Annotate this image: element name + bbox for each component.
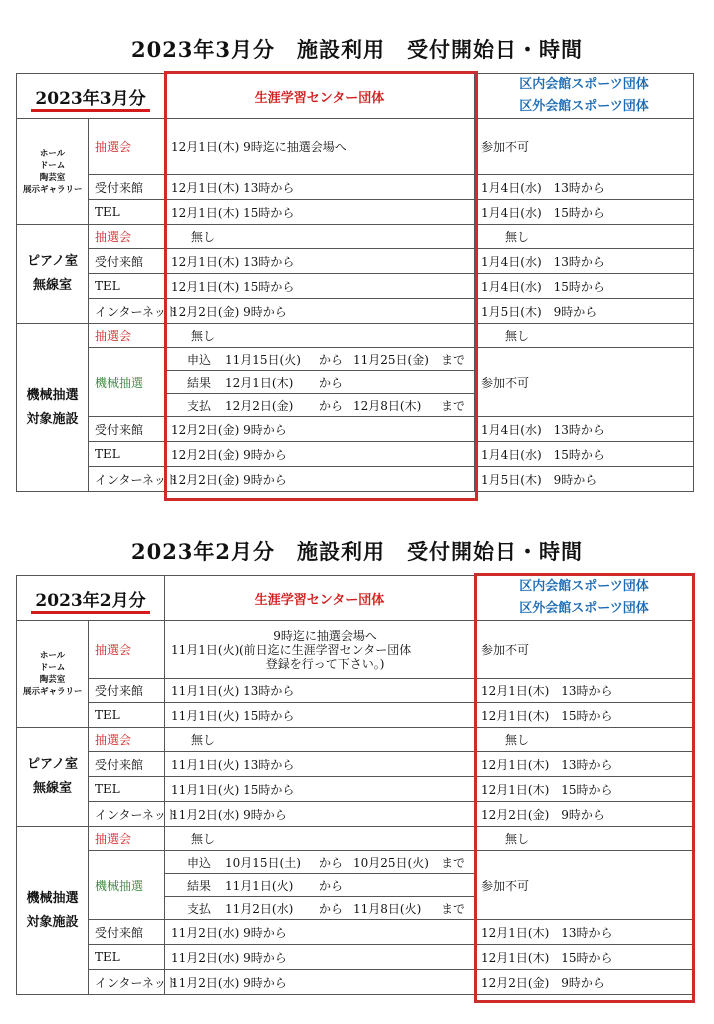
method-label: インターネット [89, 970, 165, 995]
table-row [17, 802, 694, 827]
method-label: 受付来館 [89, 920, 165, 945]
result-date: 結果 11月1日(火) から [165, 873, 474, 896]
lottery-note: 9時迄に抽選会場へ (前日迄に生涯学習センター団体 登録を行って下さい。) [239, 628, 412, 671]
method-label: 抽選会 [89, 621, 165, 679]
district-cell: 1月5日(木) 9時から [475, 467, 694, 492]
district-group-header: 区内会館スポーツ団体 区外会館スポーツ団体 [475, 576, 694, 621]
district-cell: 12月1日(木) 15時から [475, 703, 694, 728]
method-label: インターネット [89, 802, 165, 827]
center-cell: 11月2日(水) 9時から [165, 970, 475, 995]
table-row [17, 703, 694, 728]
district-cell: 12月2日(金) 9時から [475, 802, 694, 827]
method-label: TEL [89, 200, 165, 225]
table-row [17, 200, 694, 225]
table-row [17, 442, 694, 467]
method-label: TEL [89, 274, 165, 299]
method-label: 抽選会 [89, 225, 165, 249]
method-label: TEL [89, 777, 165, 802]
center-cell: 12月1日(木) 9時迄に抽選会場へ [165, 119, 475, 175]
district-cell: 1月4日(水) 15時から [475, 200, 694, 225]
center-cell: 12月1日(木) 15時から [165, 200, 475, 225]
method-label: 受付来館 [89, 249, 165, 274]
apply-period: 申込 11月15日(火) から 11月25日(金) まで [187, 352, 466, 367]
table-row [17, 970, 694, 995]
method-label: TEL [89, 703, 165, 728]
center-cell: 11月2日(水) 9時から [165, 945, 475, 970]
district-cell: 無し [475, 225, 694, 249]
district-cell: 1月4日(水) 13時から [475, 417, 694, 442]
center-cell: 11月1日(火) 13時から [165, 752, 475, 777]
section-title-march: 2023年3月分 施設利用 受付開始日・時間 [130, 37, 584, 62]
district-cell: 12月1日(木) 15時から [475, 945, 694, 970]
center-cell: 12月2日(金) 9時から [165, 442, 475, 467]
machine-lottery-schedule [165, 851, 475, 920]
center-cell: 11月2日(水) 9時から [165, 802, 475, 827]
center-cell: 12月1日(木) 13時から [165, 249, 475, 274]
center-group-header: 生涯学習センター団体 [165, 576, 475, 621]
district-cell: 参加不可 [475, 851, 694, 920]
district-cell: 無し [475, 728, 694, 752]
district-cell: 12月1日(木) 15時から [475, 777, 694, 802]
table-row [17, 324, 694, 348]
table-row [17, 920, 694, 945]
month-label: 2023年2月分 [17, 576, 165, 621]
method-label: インターネット [89, 467, 165, 492]
method-label: 受付来館 [89, 175, 165, 200]
table-row [17, 945, 694, 970]
district-cell: 1月4日(水) 13時から [475, 175, 694, 200]
district-cell: 参加不可 [475, 348, 694, 417]
table-row [17, 467, 694, 492]
facility-machine-lottery: 機械抽選 対象施設 [17, 827, 89, 995]
method-label: 抽選会 [89, 119, 165, 175]
apply-period: 申込 10月15日(土) から 10月25日(火) まで [187, 855, 466, 870]
district-cell: 1月4日(水) 13時から [475, 249, 694, 274]
table-row [17, 299, 694, 324]
result-date: 結果 12月1日(木) から [165, 370, 474, 393]
table-row [17, 851, 694, 920]
district-cell: 1月4日(水) 15時から [475, 442, 694, 467]
table-row [17, 417, 694, 442]
method-label: TEL [89, 945, 165, 970]
facility-hall-dome: ホール ドーム 陶芸室 展示ギャラリー [17, 119, 89, 225]
schedule-table-march [16, 73, 694, 492]
table-row [17, 119, 694, 175]
district-cell: 12月2日(金) 9時から [475, 970, 694, 995]
center-cell [165, 621, 475, 679]
center-cell: 12月2日(金) 9時から [165, 467, 475, 492]
center-cell: 11月1日(火) 13時から [165, 679, 475, 703]
center-cell: 無し [165, 324, 475, 348]
table-row [17, 777, 694, 802]
section-title-february: 2023年2月分 施設利用 受付開始日・時間 [130, 539, 584, 564]
center-group-header: 生涯学習センター団体 [165, 74, 475, 119]
machine-lottery-schedule [165, 348, 475, 417]
district-cell: 1月5日(木) 9時から [475, 299, 694, 324]
table-row [17, 728, 694, 752]
facility-piano-radio: ピアノ室 無線室 [17, 225, 89, 324]
method-label: 機械抽選 [89, 851, 165, 920]
payment-period: 支払 12月2日(金) から 12月8日(木) まで [165, 393, 474, 416]
center-cell: 11月1日(火) 15時から [165, 777, 475, 802]
center-cell: 11月1日(火) 15時から [165, 703, 475, 728]
center-cell: 無し [165, 225, 475, 249]
district-cell: 12月1日(木) 13時から [475, 920, 694, 945]
center-cell: 12月1日(木) 13時から [165, 175, 475, 200]
center-cell: 無し [165, 728, 475, 752]
schedule-table-february [16, 575, 694, 995]
method-label: 機械抽選 [89, 348, 165, 417]
table-row [17, 679, 694, 703]
method-label: 受付来館 [89, 752, 165, 777]
facility-machine-lottery: 機械抽選 対象施設 [17, 324, 89, 492]
center-cell: 12月2日(金) 9時から [165, 299, 475, 324]
facility-hall-dome: ホール ドーム 陶芸室 展示ギャラリー [17, 621, 89, 728]
table-header-row [17, 576, 694, 621]
facility-piano-radio: ピアノ室 無線室 [17, 728, 89, 827]
table-row [17, 621, 694, 679]
table-row [17, 175, 694, 200]
table-row [17, 225, 694, 249]
method-label: TEL [89, 442, 165, 467]
district-cell: 12月1日(木) 13時から [475, 752, 694, 777]
method-label: 受付来館 [89, 679, 165, 703]
method-label: 受付来館 [89, 417, 165, 442]
payment-period: 支払 11月2日(水) から 11月8日(火) まで [165, 896, 474, 919]
center-cell: 12月1日(木) 15時から [165, 274, 475, 299]
method-label: 抽選会 [89, 728, 165, 752]
lottery-date: 11月1日(火) [171, 643, 240, 657]
table-row [17, 827, 694, 851]
district-cell: 1月4日(水) 15時から [475, 274, 694, 299]
method-label: 抽選会 [89, 827, 165, 851]
district-cell: 無し [475, 324, 694, 348]
table-row [17, 274, 694, 299]
center-cell: 12月2日(金) 9時から [165, 417, 475, 442]
table-row [17, 752, 694, 777]
method-label: 抽選会 [89, 324, 165, 348]
district-cell: 参加不可 [475, 621, 694, 679]
table-row [17, 348, 694, 417]
center-cell: 無し [165, 827, 475, 851]
district-cell: 12月1日(木) 13時から [475, 679, 694, 703]
district-group-header: 区内会館スポーツ団体 区外会館スポーツ団体 [475, 74, 694, 119]
district-cell: 無し [475, 827, 694, 851]
month-label: 2023年3月分 [17, 74, 165, 119]
table-header-row [17, 74, 694, 119]
district-cell: 参加不可 [475, 119, 694, 175]
table-row [17, 249, 694, 274]
center-cell: 11月2日(水) 9時から [165, 920, 475, 945]
method-label: インターネット [89, 299, 165, 324]
